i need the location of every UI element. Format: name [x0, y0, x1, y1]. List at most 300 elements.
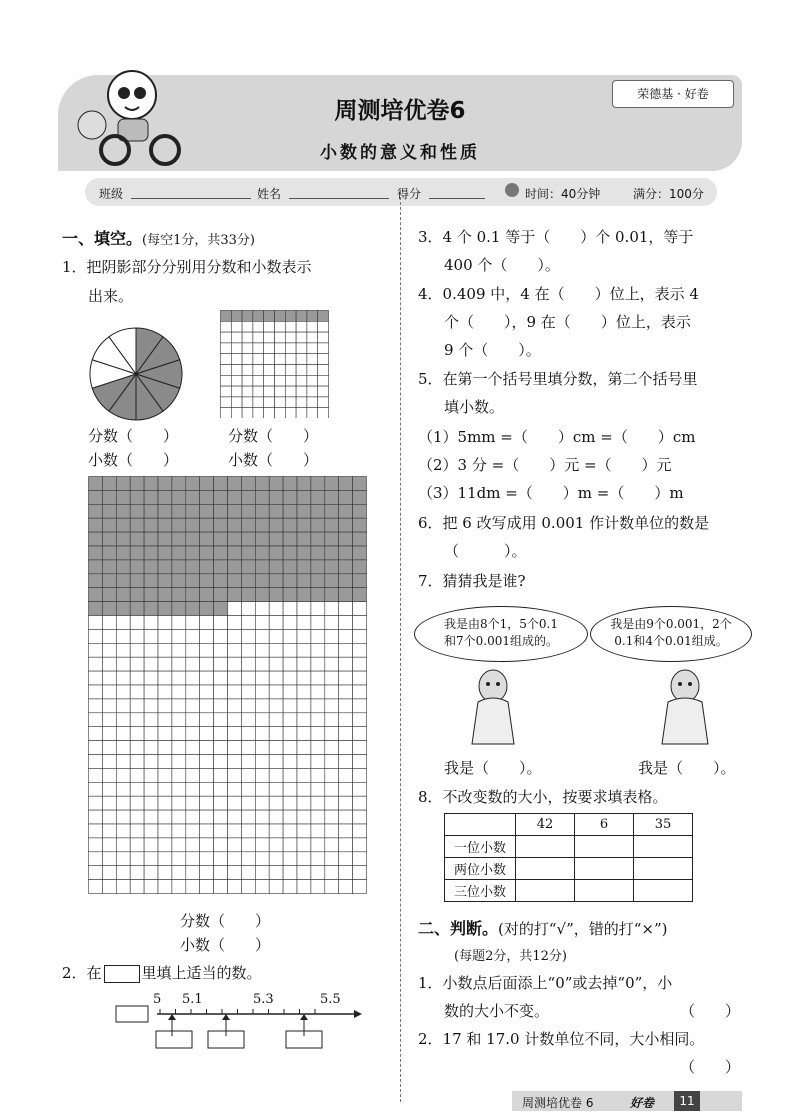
grid-cell	[241, 713, 255, 727]
grid-cell	[158, 532, 172, 546]
grid-cell	[130, 588, 144, 602]
grid-cell	[269, 852, 283, 866]
grid-cell	[102, 532, 116, 546]
grid-cell	[89, 643, 103, 657]
grid-cell	[130, 727, 144, 741]
grid-cell	[264, 332, 275, 343]
grid-cell	[325, 657, 339, 671]
page-footer	[512, 1091, 742, 1111]
grid-decimal-label: 小数（ ）	[228, 451, 319, 469]
name-field[interactable]	[289, 184, 389, 199]
grid-cell	[269, 741, 283, 755]
table-header-row	[445, 814, 693, 836]
grid-cell	[130, 824, 144, 838]
judge2-paren[interactable]: （ ）	[680, 1058, 741, 1076]
grid-cell	[325, 588, 339, 602]
grid-cell	[89, 796, 103, 810]
grid-cell	[269, 866, 283, 880]
grid-cell	[102, 588, 116, 602]
grid-cell	[339, 727, 353, 741]
grid-cell	[102, 852, 116, 866]
grid-cell	[264, 386, 275, 397]
grid-cell	[339, 602, 353, 616]
grid-cell	[186, 713, 200, 727]
grid-cell	[200, 796, 214, 810]
grid-cell	[144, 727, 158, 741]
grid-cell	[116, 755, 130, 769]
grid-cell	[242, 365, 253, 376]
grid-cell	[311, 685, 325, 699]
grid-cell	[130, 616, 144, 630]
grid-cell	[241, 880, 255, 894]
grid-cell	[130, 504, 144, 518]
grid-cell	[241, 518, 255, 532]
grid-cell	[353, 643, 367, 657]
grid-cell	[353, 824, 367, 838]
grid-cell	[269, 685, 283, 699]
grid-cell	[116, 713, 130, 727]
grid-cell	[172, 713, 186, 727]
grid-cell	[241, 532, 255, 546]
grid-cell	[325, 768, 339, 782]
grid-cell	[200, 852, 214, 866]
grid-cell	[255, 560, 269, 574]
grid-cell	[275, 321, 286, 332]
grid-cell	[255, 657, 269, 671]
grid-cell	[200, 782, 214, 796]
grid-cell	[89, 699, 103, 713]
grid-cell	[255, 574, 269, 588]
grid-cell	[144, 643, 158, 657]
grid-cell	[102, 699, 116, 713]
grid-cell	[116, 477, 130, 491]
grid-cell	[228, 768, 242, 782]
grid-cell	[186, 643, 200, 657]
grid-cell	[283, 477, 297, 491]
grid-cell	[214, 713, 228, 727]
grid-cell	[283, 588, 297, 602]
grid-cell	[116, 546, 130, 560]
grid-cell	[116, 518, 130, 532]
grid-cell	[221, 332, 232, 343]
grid-cell	[130, 852, 144, 866]
grid-cell	[221, 321, 232, 332]
grid-cell	[325, 504, 339, 518]
grid-cell	[283, 768, 297, 782]
grid-cell	[200, 602, 214, 616]
grid-cell	[228, 838, 242, 852]
grid-cell	[325, 477, 339, 491]
grid-cell	[116, 866, 130, 880]
grid-cell	[269, 588, 283, 602]
grid-cell	[186, 671, 200, 685]
grid-cell	[228, 741, 242, 755]
grid-cell	[144, 546, 158, 560]
grid-cell	[253, 375, 264, 386]
grid-cell	[186, 824, 200, 838]
column-divider	[400, 192, 401, 1102]
grid-cell	[172, 727, 186, 741]
grid-cell	[253, 386, 264, 397]
judge1-line1: 1．小数点后面添上“0”或去掉“0”，小	[418, 974, 673, 992]
grid-cell	[200, 685, 214, 699]
grid-cell	[325, 546, 339, 560]
table-row: 两位小数	[445, 858, 693, 880]
grid-cell	[228, 546, 242, 560]
grid-cell	[89, 741, 103, 755]
grid-cell	[116, 852, 130, 866]
grid-cell	[172, 796, 186, 810]
grid-cell	[325, 616, 339, 630]
grid-cell	[102, 838, 116, 852]
grid-cell	[228, 490, 242, 504]
grid-cell	[255, 727, 269, 741]
grid-cell	[214, 532, 228, 546]
grid-cell	[283, 643, 297, 657]
grid-cell	[339, 852, 353, 866]
grid-cell	[255, 768, 269, 782]
grid-cell	[144, 518, 158, 532]
answer1-text: 我是（ ）。	[444, 759, 542, 777]
grid-cell	[325, 755, 339, 769]
grid-cell	[158, 852, 172, 866]
grid-cell	[283, 838, 297, 852]
grid-cell	[255, 602, 269, 616]
grid-cell	[158, 518, 172, 532]
grid-cell	[214, 546, 228, 560]
grid-cell	[285, 375, 296, 386]
grid-cell	[214, 866, 228, 880]
grid-cell	[214, 629, 228, 643]
grid-cell	[144, 796, 158, 810]
grid-cell	[241, 546, 255, 560]
grid-cell	[186, 685, 200, 699]
grid-cell	[130, 796, 144, 810]
grid-cell	[228, 504, 242, 518]
grid-cell	[264, 311, 275, 322]
grid-cell	[297, 685, 311, 699]
grid-cell	[339, 546, 353, 560]
score-label: 得分	[397, 187, 422, 201]
grid-cell	[307, 343, 318, 354]
page-number: 11	[674, 1091, 700, 1111]
grid-cell	[311, 532, 325, 546]
grid-cell	[231, 321, 242, 332]
shaded-circle	[88, 326, 184, 422]
grid-fraction-label: 分数（ ）	[228, 427, 319, 445]
grid-cell	[264, 408, 275, 418]
grid-cell	[325, 782, 339, 796]
grid-cell	[339, 838, 353, 852]
grid-cell	[144, 602, 158, 616]
grid-cell	[269, 713, 283, 727]
grid-cell	[241, 768, 255, 782]
grid-cell	[221, 386, 232, 397]
grid-cell	[172, 518, 186, 532]
grid-cell	[339, 574, 353, 588]
grid-cell	[214, 838, 228, 852]
grid-cell	[297, 782, 311, 796]
grid-cell	[186, 504, 200, 518]
grid-cell	[255, 838, 269, 852]
grid-cell	[214, 852, 228, 866]
grid-cell	[311, 504, 325, 518]
grid-cell	[285, 332, 296, 343]
grid-cell	[275, 375, 286, 386]
grid-cell	[325, 699, 339, 713]
q5-item1: （1）5mm =（ ）cm =（ ）cm	[418, 428, 696, 446]
speech-bubble-1: 我是由8个1，5个0.1 和7个0.001组成的。	[414, 606, 588, 662]
grid-cell	[242, 343, 253, 354]
q5-item3: （3）11dm =（ ）m =（ ）m	[418, 484, 684, 502]
grid-cell	[200, 574, 214, 588]
q5-line2: 填小数。	[444, 398, 505, 416]
grid-cell	[297, 643, 311, 657]
grid-cell	[339, 490, 353, 504]
grid-cell	[116, 657, 130, 671]
grid-cell	[353, 727, 367, 741]
grid-cell	[116, 685, 130, 699]
grid-cell	[353, 866, 367, 880]
grid-cell	[275, 332, 286, 343]
grid-cell	[102, 768, 116, 782]
footer-label: 周测培优卷 6	[522, 1096, 594, 1110]
grid-cell	[353, 546, 367, 560]
class-field[interactable]	[131, 184, 251, 199]
grid-cell	[172, 560, 186, 574]
grid-cell	[228, 518, 242, 532]
grid-cell	[311, 727, 325, 741]
grid-cell	[214, 490, 228, 504]
grid-cell	[231, 354, 242, 365]
grid-cell	[269, 782, 283, 796]
grid-cell	[172, 602, 186, 616]
grid-cell	[172, 657, 186, 671]
grid-cell	[130, 810, 144, 824]
grid-cell	[297, 477, 311, 491]
grid-cell	[275, 386, 286, 397]
grid-cell	[275, 343, 286, 354]
grid-cell	[89, 852, 103, 866]
grid-cell	[228, 671, 242, 685]
grid-cell	[130, 574, 144, 588]
grid-cell	[228, 616, 242, 630]
grid-cell	[89, 560, 103, 574]
grid-cell	[283, 796, 297, 810]
small-grid	[220, 310, 332, 418]
grid-cell	[158, 866, 172, 880]
grid-cell	[255, 671, 269, 685]
grid-cell	[297, 574, 311, 588]
grid-cell	[318, 332, 329, 343]
grid-cell	[214, 727, 228, 741]
grid-cell	[172, 477, 186, 491]
grid-cell	[214, 810, 228, 824]
q5-line1: 5．在第一个括号里填分数，第二个括号里	[418, 370, 698, 388]
grid-cell	[228, 810, 242, 824]
grid-cell	[228, 824, 242, 838]
grid-cell	[269, 768, 283, 782]
grid-cell	[144, 713, 158, 727]
grid-cell	[253, 311, 264, 322]
grid-cell	[339, 782, 353, 796]
grid-cell	[307, 321, 318, 332]
grid-cell	[130, 713, 144, 727]
grid-cell	[297, 796, 311, 810]
grid-cell	[186, 866, 200, 880]
grid-cell	[297, 560, 311, 574]
grid-cell	[241, 574, 255, 588]
grid-cell	[130, 741, 144, 755]
grid-cell	[318, 375, 329, 386]
grid-cell	[214, 671, 228, 685]
grid-cell	[296, 332, 307, 343]
q1-text-cont: 出来。	[88, 287, 134, 305]
grid-cell	[116, 824, 130, 838]
grid-cell	[318, 354, 329, 365]
grid-cell	[283, 546, 297, 560]
grid-cell	[116, 838, 130, 852]
grid-cell	[311, 574, 325, 588]
nl-label-5.1: 5.1	[182, 992, 203, 1007]
grid-cell	[102, 713, 116, 727]
grid-cell	[339, 560, 353, 574]
grid-cell	[102, 685, 116, 699]
grid-cell	[241, 810, 255, 824]
grid-cell	[214, 504, 228, 518]
grid-cell	[172, 490, 186, 504]
biggrid-fraction-label: 分数（ ）	[180, 912, 271, 930]
grid-cell	[283, 532, 297, 546]
q1-text: 1．把阴影部分分别用分数和小数表示	[62, 258, 312, 276]
grid-cell	[255, 504, 269, 518]
grid-cell	[186, 629, 200, 643]
grid-cell	[186, 532, 200, 546]
grid-cell	[339, 768, 353, 782]
grid-cell	[89, 602, 103, 616]
grid-cell	[89, 546, 103, 560]
grid-cell	[253, 332, 264, 343]
grid-cell	[228, 657, 242, 671]
grid-cell	[339, 810, 353, 824]
grid-cell	[325, 713, 339, 727]
grid-cell	[200, 490, 214, 504]
grid-cell	[214, 880, 228, 894]
q2-text: 2．在 里填上适当的数。	[62, 964, 262, 982]
grid-cell	[353, 852, 367, 866]
grid-cell	[200, 477, 214, 491]
grid-cell	[325, 741, 339, 755]
grid-cell	[325, 852, 339, 866]
grid-cell	[158, 824, 172, 838]
grid-cell	[221, 354, 232, 365]
score-field[interactable]	[429, 184, 485, 199]
grid-cell	[158, 810, 172, 824]
grid-cell	[353, 532, 367, 546]
grid-cell	[353, 741, 367, 755]
grid-cell	[339, 741, 353, 755]
grid-cell	[307, 375, 318, 386]
grid-cell	[297, 588, 311, 602]
class-label: 班级	[99, 187, 124, 201]
grid-cell	[116, 574, 130, 588]
grid-cell	[158, 838, 172, 852]
big-grid	[88, 476, 368, 902]
grid-cell	[102, 866, 116, 880]
grid-cell	[311, 838, 325, 852]
grid-cell	[318, 365, 329, 376]
grid-cell	[283, 782, 297, 796]
grid-cell	[325, 671, 339, 685]
grid-cell	[144, 490, 158, 504]
grid-cell	[172, 643, 186, 657]
grid-cell	[186, 810, 200, 824]
grid-cell	[158, 755, 172, 769]
grid-cell	[186, 588, 200, 602]
grid-cell	[89, 685, 103, 699]
grid-cell	[353, 713, 367, 727]
grid-cell	[158, 880, 172, 894]
grid-cell	[318, 386, 329, 397]
grid-cell	[269, 699, 283, 713]
grid-cell	[311, 768, 325, 782]
grid-cell	[116, 588, 130, 602]
grid-cell	[158, 602, 172, 616]
grid-cell	[325, 574, 339, 588]
grid-cell	[339, 504, 353, 518]
grid-cell	[269, 574, 283, 588]
grid-cell	[172, 504, 186, 518]
grid-cell	[144, 824, 158, 838]
grid-cell	[353, 657, 367, 671]
grid-cell	[214, 477, 228, 491]
grid-cell	[283, 727, 297, 741]
grid-cell	[311, 782, 325, 796]
full-score-label: 满分：100分	[633, 187, 704, 201]
grid-cell	[283, 560, 297, 574]
grid-cell	[296, 343, 307, 354]
grid-cell	[325, 838, 339, 852]
grid-cell	[172, 616, 186, 630]
grid-cell	[214, 685, 228, 699]
grid-cell	[297, 838, 311, 852]
grid-cell	[307, 408, 318, 418]
grid-cell	[172, 810, 186, 824]
grid-cell	[269, 518, 283, 532]
grid-cell	[116, 490, 130, 504]
grid-cell	[172, 532, 186, 546]
grid-cell	[255, 643, 269, 657]
grid-cell	[325, 810, 339, 824]
grid-cell	[144, 838, 158, 852]
grid-cell	[231, 397, 242, 408]
grid-cell	[283, 741, 297, 755]
grid-cell	[116, 741, 130, 755]
grid-cell	[269, 755, 283, 769]
grid-cell	[228, 643, 242, 657]
grid-cell	[200, 838, 214, 852]
nl-label-5.5: 5.5	[320, 992, 341, 1007]
judge1-paren[interactable]: （ ）	[680, 1002, 741, 1020]
grid-cell	[116, 560, 130, 574]
answer-box-1	[156, 1031, 192, 1048]
q6-line2: （ ）。	[444, 542, 527, 560]
grid-cell	[311, 741, 325, 755]
grid-cell	[172, 685, 186, 699]
grid-cell	[255, 546, 269, 560]
grid-cell	[228, 782, 242, 796]
grid-cell	[255, 782, 269, 796]
